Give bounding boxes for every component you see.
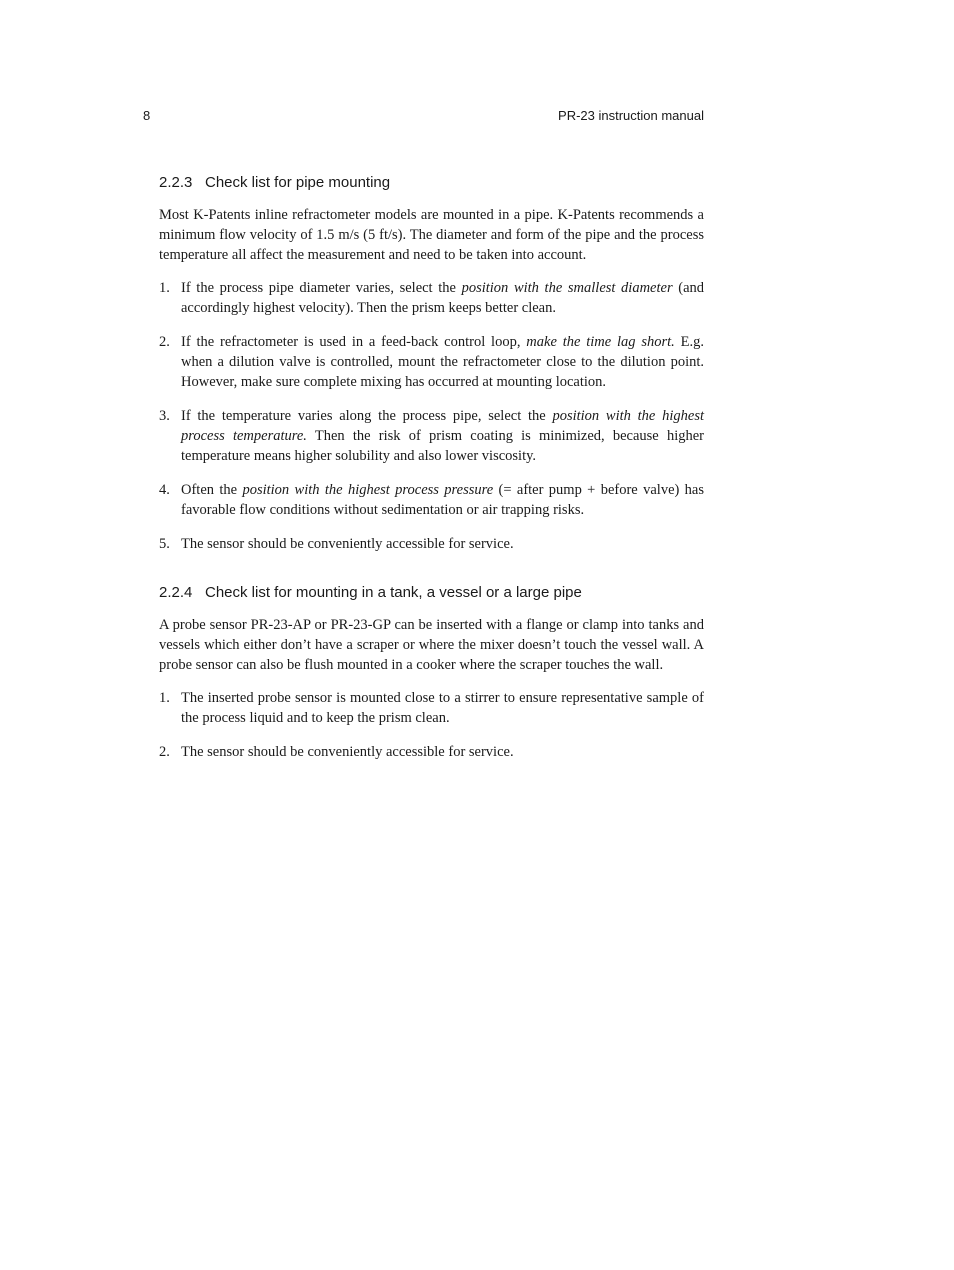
text-run: E.g. when a dilution valve is controlled, mount the refractometer close to the dilution point. However, make sure complete mixing has occurred at mounting location. [181, 334, 704, 390]
list-marker: 2. [159, 744, 170, 760]
text-run: If the temperature varies along the process pipe, select the [181, 408, 553, 424]
emphasis-text: position with the highest process pressure [242, 482, 494, 498]
list-marker: 3. [159, 408, 170, 424]
text-run: (and accordingly highest velocity). Then the prism keeps better clean. [181, 280, 705, 316]
text-run: The sensor should be conveniently accessible for service. [181, 536, 514, 552]
pipe-mounting-checklist [159, 278, 704, 554]
section-intro-paragraph: A probe sensor PR-23-AP or PR-23-GP can be inserted with a flange or clamp into tanks and vessels which either don’t have a scraper or where the mixer doesn’t touch the vessel wall. A probe sensor can also be flush mounted in a cooker where the scraper touches the wall. [159, 617, 704, 673]
running-header: PR-23 instruction manual [558, 108, 704, 123]
emphasis-text: make the time lag short. [526, 334, 675, 350]
list-item-text [181, 742, 704, 762]
list-item [159, 534, 704, 554]
list-item [159, 406, 704, 466]
section-heading [159, 174, 704, 191]
list-marker: 4. [159, 482, 170, 498]
list-item-text [181, 688, 704, 728]
list-marker: 2. [159, 334, 170, 350]
text-run: The sensor should be conveniently accessible for service. [181, 744, 514, 760]
list-marker: 1. [159, 690, 170, 706]
text-run: Often the [181, 482, 243, 498]
section-title: Check list for mounting in a tank, a vessel or a large pipe [205, 584, 582, 601]
section-number: 2.2.3 [159, 174, 193, 191]
text-run: (= after pump + before valve) has favorable flow conditions without sedimentation or air trapping risks. [181, 482, 705, 518]
page-body [159, 174, 704, 776]
section-number: 2.2.4 [159, 584, 193, 601]
list-marker: 1. [159, 280, 170, 296]
emphasis-text: position with the highest process temperature. [181, 408, 704, 444]
section-intro-paragraph: Most K-Patents inline refractometer models are mounted in a pipe. K-Patents recommends a minimum flow velocity of 1.5 m/s (5 ft/s). The diameter and form of the pipe and the process temperature all affect the measurement and need to be taken into account. [159, 207, 704, 263]
section-pipe-mounting [159, 174, 704, 554]
text-run: If the refractometer is used in a feed-back control loop, [181, 334, 527, 350]
tank-mounting-checklist [159, 688, 704, 762]
list-marker: 5. [159, 536, 170, 552]
list-item-text [181, 480, 704, 520]
section-title: Check list for pipe mounting [205, 174, 391, 191]
list-item-text [181, 534, 704, 554]
list-item [159, 688, 704, 728]
text-run: If the process pipe diameter varies, select the [181, 280, 462, 296]
list-item [159, 742, 704, 762]
section-heading [159, 584, 704, 601]
list-item [159, 278, 704, 318]
page-number: 8 [143, 108, 151, 123]
text-run: The inserted probe sensor is mounted close to a stirrer to ensure representative sample of the process liquid and to keep the prism clean. [181, 690, 704, 726]
list-item-text [181, 332, 704, 392]
section-spacer [159, 568, 704, 584]
list-item-text [181, 278, 704, 318]
emphasis-text: position with the smallest diameter [461, 280, 673, 296]
text-run: Then the risk of prism coating is minimized, because higher temperature means higher solubility and also lower viscosity. [181, 428, 704, 464]
list-item [159, 332, 704, 392]
list-item [159, 480, 704, 520]
list-item-text [181, 406, 704, 466]
section-tank-mounting [159, 584, 704, 762]
